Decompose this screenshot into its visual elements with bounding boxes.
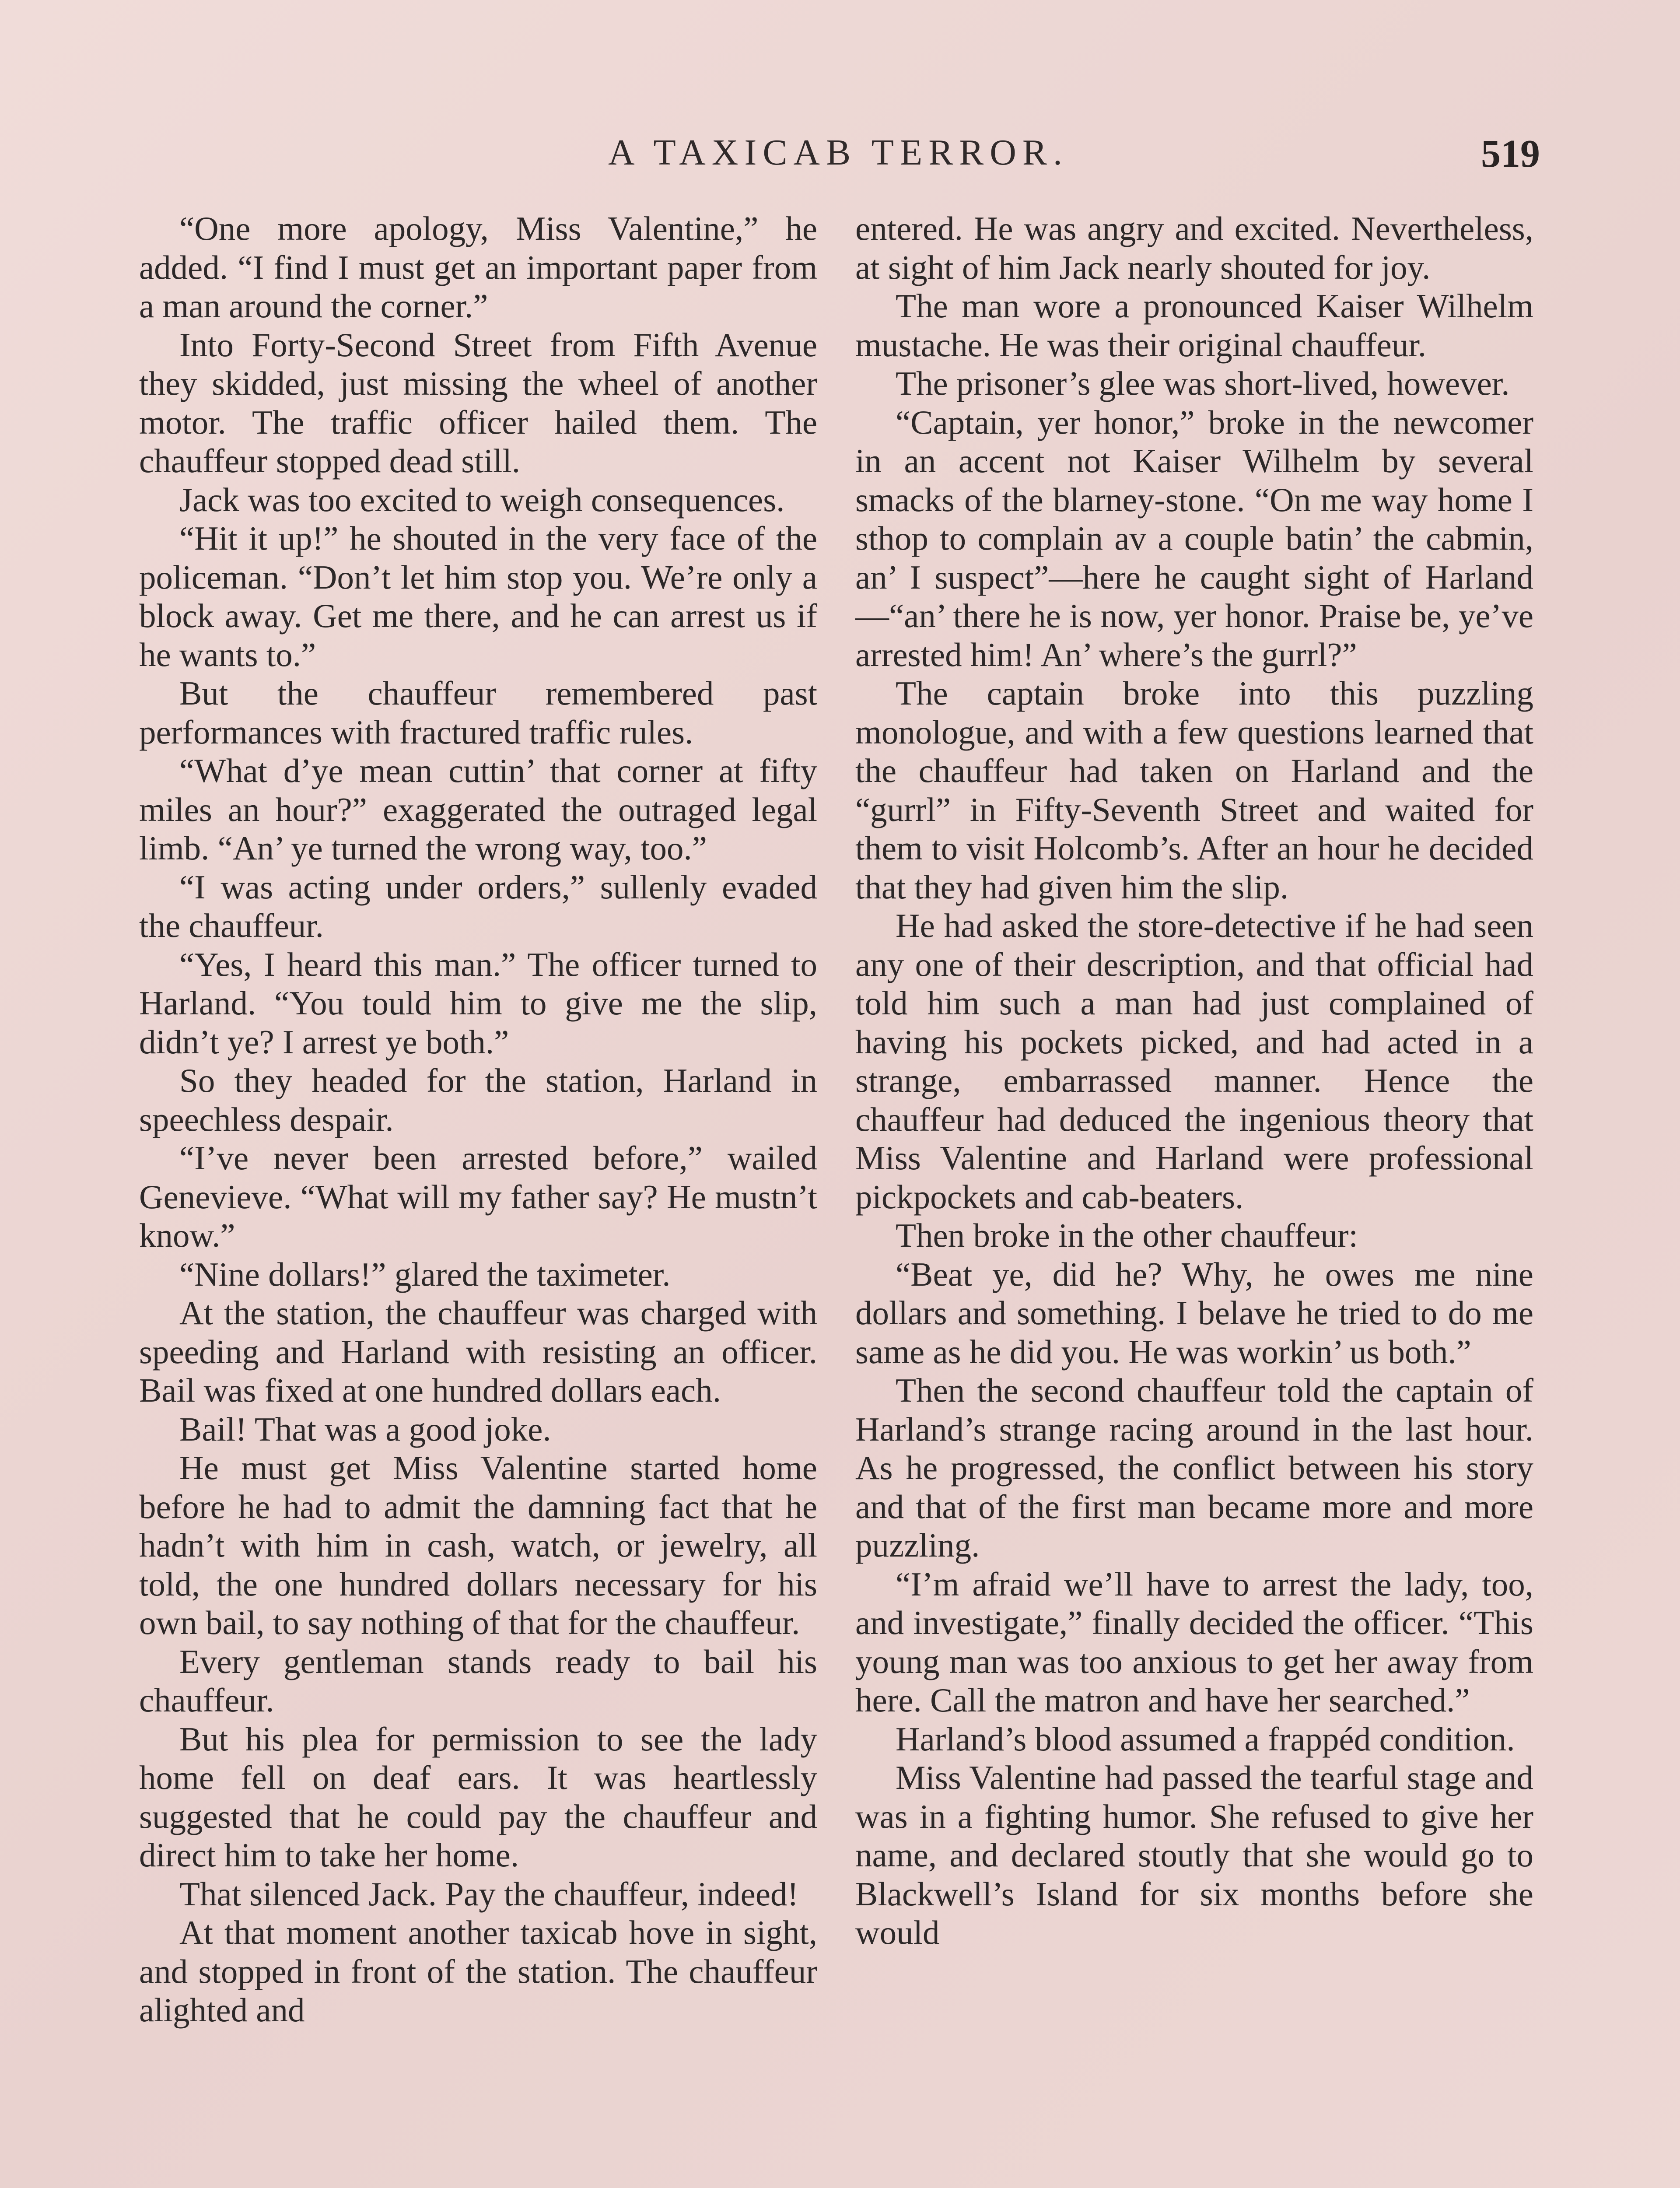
left-column [139, 209, 817, 2030]
paragraph: Miss Valentine had passed the tearful stage and was in a fighting humor. She refused to give her name, and declared stoutly that she would go to Blackwell’s Island for six months before she would [855, 1759, 1533, 1951]
paragraph: At that moment another taxicab hove in sight, and stopped in front of the station. The chauffeur alighted and [139, 1914, 817, 2029]
paragraph: “Yes, I heard this man.” The officer turned to Harland. “You tould him to give me the slip, didn’t ye? I arrest ye both.” [139, 945, 817, 1061]
paragraph: “Captain, yer honor,” broke in the newcomer in an accent not Kaiser Wilhelm by several smacks of the blarney-stone. “On me way home I sthop to complain av a couple batin’ the cabmin, an’ I suspect”—here he caught sight of Harland—“an’ there he is now, yer honor. Praise be, ye’ve arrested him! An’ where’s the gurrl?” [855, 403, 1533, 673]
running-head [0, 131, 1680, 179]
paragraph: Into Forty-Second Street from Fifth Avenue they skidded, just missing the wheel of another motor. The traffic officer hailed them. The chauffeur stopped dead still. [139, 326, 817, 480]
paragraph: But the chauffeur remembered past performances with fractured traffic rules. [139, 674, 817, 751]
paragraph: So they headed for the station, Harland in speechless despair. [139, 1062, 817, 1138]
paragraph: “I’m afraid we’ll have to arrest the lady, too, and investigate,” finally decided the officer. “This young man was too anxious to get her away from here. Call the matron and have her searched.” [855, 1565, 1533, 1719]
paragraph: He must get Miss Valentine started home before he had to admit the damning fact that he hadn’t with him in cash, watch, or jewelry, all told, the one hundred dollars necessary for his own bail, to say nothing of that for the chauffeur. [139, 1449, 817, 1641]
paragraph: “I was acting under orders,” sullenly evaded the chauffeur. [139, 868, 817, 944]
paragraph: At the station, the chauffeur was charged with speeding and Harland with resisting an officer. Bail was fixed at one hundred dollars each. [139, 1294, 817, 1409]
paragraph: “Hit it up!” he shouted in the very face of the policeman. “Don’t let him stop you. We’re only a block away. Get me there, and he can arrest us if he wants to.” [139, 519, 817, 673]
paragraph: “Beat ye, did he? Why, he owes me nine dollars and something. I belave he tried to do me same as he did you. He was workin’ us both.” [855, 1255, 1533, 1371]
paragraph: The man wore a pronounced Kaiser Wilhelm mustache. He was their original chauffeur. [855, 287, 1533, 364]
paragraph: Bail! That was a good joke. [179, 1410, 551, 1448]
paragraph: “I’ve never been arrested before,” wailed Genevieve. “What will my father say? He mustn’t know.” [139, 1139, 817, 1254]
paragraph: Every gentleman stands ready to bail his chauffeur. [139, 1642, 817, 1719]
page-number: 519 [1481, 132, 1540, 175]
paragraph: He had asked the store-detective if he had seen any one of their description, and that official had told him such a man had just complained of having his pockets picked, and had acted in a strange, embarrassed manner. Hence the chauffeur had deduced the ingenious theory that Miss Valentine and Harland were professional pickpockets and cab-beaters. [855, 907, 1533, 1216]
paragraph: “One more apology, Miss Valentine,” he added. “I find I must get an important paper from a man around the corner.” [139, 210, 817, 325]
paragraph: Then broke in the other chauffeur: [896, 1217, 1358, 1254]
paragraph: entered. He was angry and excited. Nevertheless, at sight of him Jack nearly shouted for joy. [855, 210, 1533, 286]
paragraph: The prisoner’s glee was short-lived, however. [896, 365, 1510, 402]
paragraph: But his plea for permission to see the lady home fell on deaf ears. It was heartlessly suggested that he could pay the chauffeur and direct him to take her home. [139, 1720, 817, 1874]
paragraph: That silenced Jack. Pay the chauffeur, indeed! [179, 1875, 799, 1913]
paragraph: Then the second chauffeur told the captain of Harland’s strange racing around in the last hour. As he progressed, the conflict between his story and that of the first man became more and more puzzling. [855, 1371, 1533, 1564]
right-column [855, 209, 1533, 1952]
running-title: A TAXICAB TERROR. [608, 132, 1068, 173]
paragraph: Harland’s blood assumed a frappéd condition. [896, 1720, 1515, 1758]
paragraph: “What d’ye mean cuttin’ that corner at fifty miles an hour?” exaggerated the outraged legal limb. “An’ ye turned the wrong way, too.” [139, 752, 817, 867]
paragraph: “Nine dollars!” glared the taximeter. [179, 1255, 671, 1293]
paragraph: Jack was too excited to weigh consequences. [179, 480, 785, 519]
paragraph: The captain broke into this puzzling monologue, and with a few questions learned that the chauffeur had taken on Harland and the “gurrl” in Fifty-Seventh Street and waited for them to visit Holcomb’s. After an hour he decided that they had given him the slip. [855, 674, 1533, 906]
